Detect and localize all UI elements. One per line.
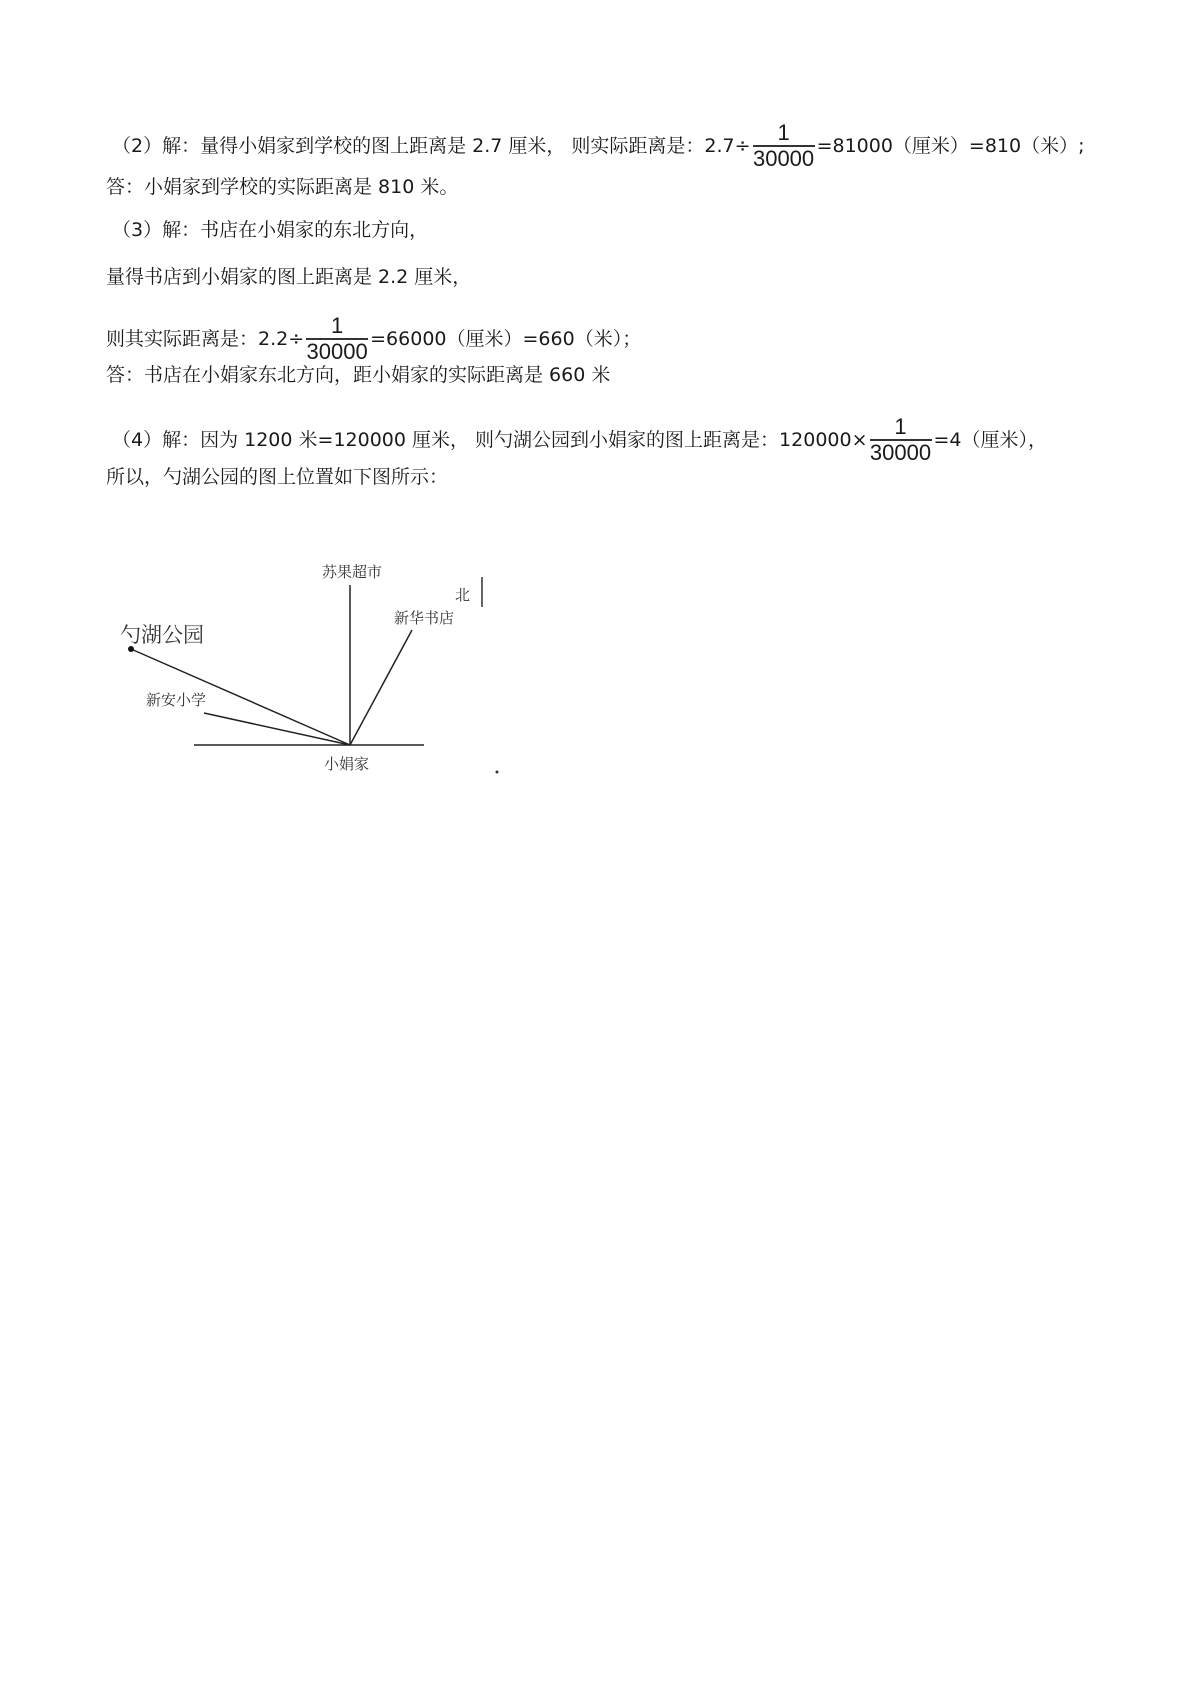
- line-part2-solution: [0, 121, 1191, 171]
- label-park: 勺湖公园: [120, 623, 204, 647]
- line-text: 量得书店到小娟家的图上距离是 2.2 厘米，: [106, 265, 472, 288]
- line-text: 答：小娟家到学校的实际距离是 810 米。: [106, 175, 459, 198]
- location-diagram: [110, 545, 550, 785]
- line-text: 所以，勺湖公园的图上位置如下图所示：: [106, 465, 449, 488]
- line-part3-calc: [0, 314, 1191, 364]
- line-text: （3）解：书店在小娟家的东北方向，: [112, 218, 429, 241]
- line-to-school: [204, 713, 350, 745]
- fraction: [306, 314, 368, 364]
- fraction-denominator: 30000: [306, 338, 368, 364]
- line-text: （2）解：量得小娟家到学校的图上距离是 2.7 厘米， 则实际距离是：2.7÷: [112, 134, 751, 157]
- label-supermarket: 苏果超市: [322, 563, 383, 581]
- fraction-numerator: 1: [894, 414, 907, 439]
- line-part3-solution: [0, 215, 1191, 244]
- label-school: 新安小学: [146, 691, 207, 709]
- label-north: 北: [455, 586, 471, 604]
- line-part4-solution: [0, 415, 1191, 465]
- line-text: （4）解：因为 1200 米=120000 厘米， 则勺湖公园到小娟家的图上距离是：120000×: [112, 428, 868, 451]
- line-to-bookstore: [350, 630, 412, 745]
- fraction-denominator: 30000: [869, 439, 932, 465]
- line-part4-conclusion: [0, 462, 1191, 491]
- fraction-numerator: 1: [331, 313, 344, 338]
- line-part3-measure: [0, 262, 1191, 291]
- line-text: 答：书店在小娟家东北方向，距小娟家的实际距离是 660 米: [106, 363, 611, 386]
- fraction-denominator: 30000: [752, 145, 815, 171]
- label-home: 小娟家: [324, 755, 370, 773]
- line-text: 则其实际距离是：2.2÷: [106, 327, 305, 350]
- fraction: [870, 415, 932, 465]
- fraction-numerator: 1: [777, 120, 790, 145]
- line-text: =66000（厘米）=660（米）；: [370, 327, 642, 350]
- fraction: [753, 121, 815, 171]
- stray-dot: [496, 771, 499, 774]
- line-text: =4（厘米），: [933, 428, 1048, 451]
- label-bookstore: 新华书店: [394, 609, 455, 627]
- line-part3-answer: [0, 360, 1191, 389]
- line-part2-answer: [0, 172, 1191, 201]
- line-text: =81000（厘米）=810（米）;: [816, 134, 1085, 157]
